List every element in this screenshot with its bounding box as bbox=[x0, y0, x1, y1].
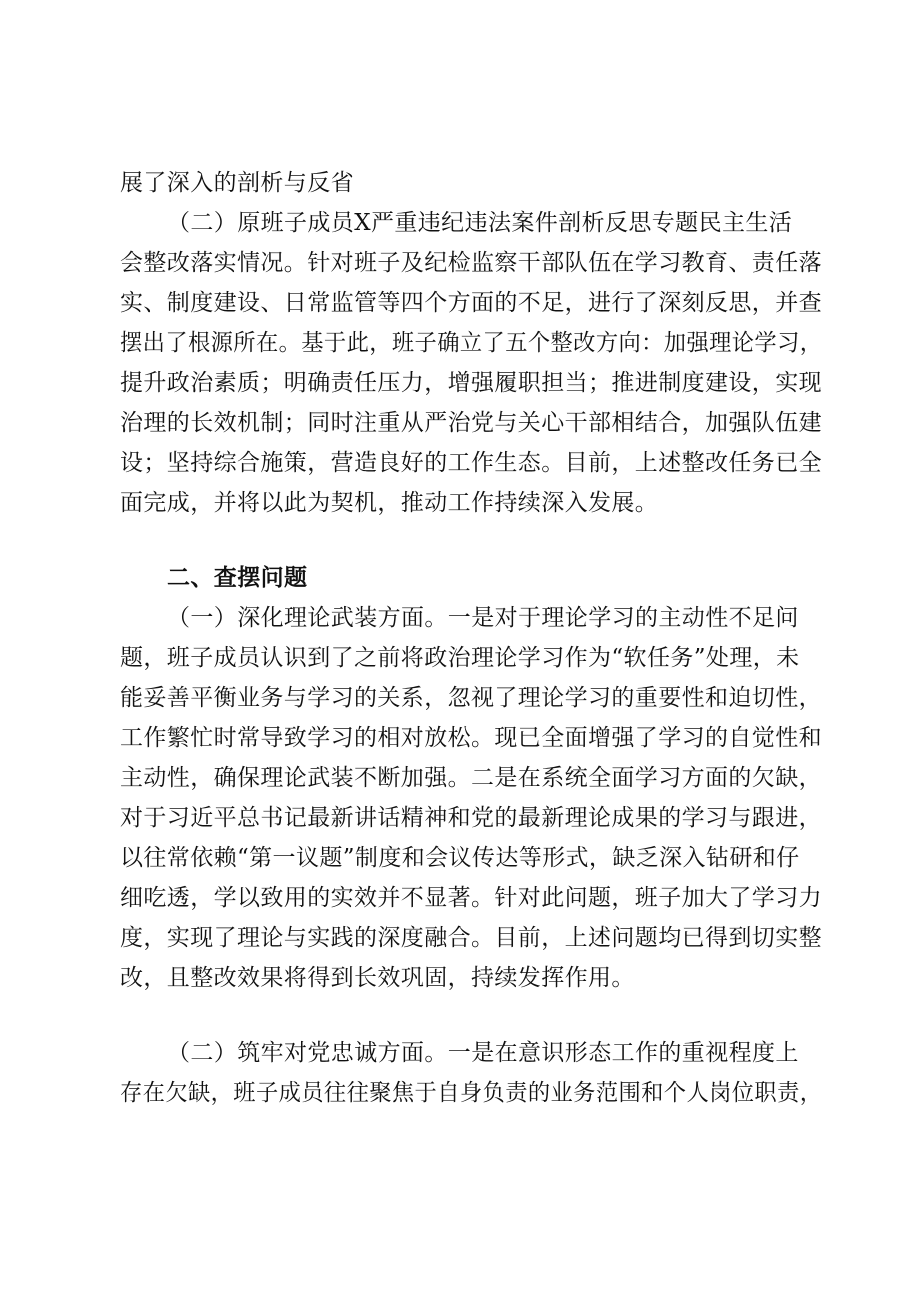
paragraph-line bbox=[0, 758, 920, 798]
line-text: 实、制度建设、日常监管等四个方面的不足，进行了深刻反思，并查 bbox=[120, 290, 822, 316]
paragraph-line bbox=[0, 203, 920, 243]
line-text: 题，班子成员认识到了之前将政治理论学习作为“软任务”处理，未 bbox=[120, 645, 800, 671]
line-text: 提升政治素质；明确责任压力，增强履职担当；推进制度建设，实现 bbox=[120, 370, 822, 396]
line-text: 能妥善平衡业务与学习的关系，忽视了理论学习的重要性和迫切性， bbox=[120, 685, 822, 711]
paragraph-line bbox=[0, 443, 920, 483]
line-text: 细吃透，学以致用的实效并不显著。针对此问题，班子加大了学习力 bbox=[120, 885, 822, 911]
paragraph-line bbox=[0, 918, 920, 958]
paragraph-line bbox=[0, 163, 920, 203]
line-text: 工作繁忙时常导致学习的相对放松。现已全面增强了学习的自觉性和 bbox=[120, 725, 822, 751]
line-text: （二）筑牢对党忠诚方面。一是在意识形态工作的重视程度上 bbox=[167, 1040, 799, 1066]
paragraph-line bbox=[0, 878, 920, 918]
paragraph-line bbox=[0, 283, 920, 323]
paragraph-line bbox=[0, 243, 920, 283]
paragraph-line bbox=[0, 363, 920, 403]
paragraph-line bbox=[0, 483, 920, 523]
paragraph-line bbox=[0, 638, 920, 678]
line-text: 展了深入的剖析与反省 bbox=[120, 170, 354, 196]
line-text: （一）深化理论武装方面。一是对于理论学习的主动性不足问 bbox=[167, 605, 799, 631]
line-text: 以往常依赖“第一议题”制度和会议传达等形式，缺乏深入钻研和仔 bbox=[120, 845, 800, 871]
line-text: 度，实现了理论与实践的深度融合。目前，上述问题均已得到切实整 bbox=[120, 925, 822, 951]
line-text: 设；坚持综合施策，营造良好的工作生态。目前，上述整改任务已全 bbox=[120, 450, 822, 476]
line-text: （二）原班子成员X严重违纪违法案件剖析反思专题民主生活 bbox=[167, 210, 793, 236]
line-text: 存在欠缺，班子成员往往聚焦于自身负责的业务范围和个人岗位职责， bbox=[120, 1080, 823, 1106]
paragraph-line bbox=[0, 403, 920, 443]
paragraph-line bbox=[0, 1033, 920, 1073]
line-text: 会整改落实情况。针对班子及纪检监察干部队伍在学习教育、责任落 bbox=[120, 250, 822, 276]
section-heading-text: 二、查摆问题 bbox=[167, 565, 308, 591]
line-text: 面完成，并将以此为契机，推动工作持续深入发展。 bbox=[120, 490, 659, 516]
paragraph-line bbox=[0, 718, 920, 758]
paragraph-line bbox=[0, 678, 920, 718]
paragraph-line bbox=[0, 323, 920, 363]
paragraph-line bbox=[0, 838, 920, 878]
line-text: 治理的长效机制；同时注重从严治党与关心干部相结合，加强队伍建 bbox=[120, 410, 822, 436]
paragraph-line bbox=[0, 1073, 920, 1113]
line-text: 主动性，确保理论武装不断加强。二是在系统全面学习方面的欠缺， bbox=[120, 765, 822, 791]
line-text: 改，且整改效果将得到长效巩固，持续发挥作用。 bbox=[120, 965, 635, 991]
paragraph-line bbox=[0, 958, 920, 998]
line-text: 摆出了根源所在。基于此，班子确立了五个整改方向：加强理论学习， bbox=[120, 330, 823, 356]
section-heading bbox=[0, 558, 920, 598]
paragraph-line bbox=[0, 598, 920, 638]
line-text: 对于习近平总书记最新讲话精神和党的最新理论成果的学习与跟进， bbox=[120, 805, 822, 831]
paragraph-line bbox=[0, 798, 920, 838]
